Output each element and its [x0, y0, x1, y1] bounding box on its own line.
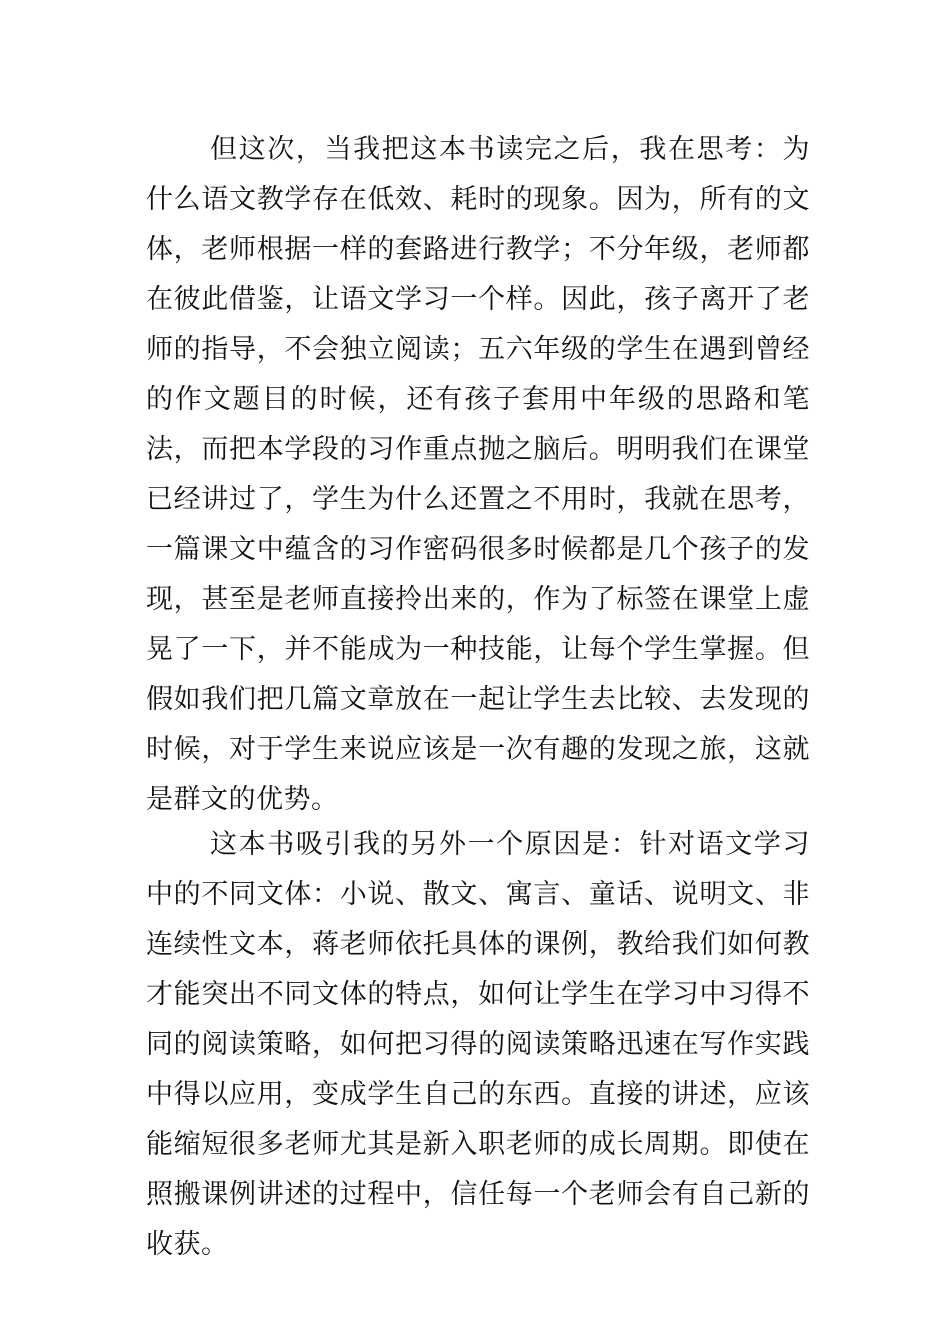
paragraph-1: 但这次，当我把这本书读完之后，我在思考：为什么语文教学存在低效、耗时的现象。因为，所有的文体，老师根据一样的套路进行教学；不分年级，老师都在彼此借鉴，让语文学习一个样。因此，孩子离开了老师的指导，不会独立阅读；五六年级的学生在遇到曾经的作文题目的时候，还有孩子套用中年级的思路和笔法，而把本学段的习作重点抛之脑后。明明我们在课堂已经讲过了，学生为什么还置之不用时，我就在思考，一篇课文中蕴含的习作密码很多时候都是几个孩子的发现，甚至是老师直接拎出来的，作为了标签在课堂上虚晃了一下，并不能成为一种技能，让每个学生掌握。但假如我们把几篇文章放在一起让学生去比较、去发现的时候，对于学生来说应该是一次有趣的发现之旅，这就是群文的优势。: [146, 134, 810, 815]
paragraph-2: 这本书吸引我的另外一个原因是：针对语文学习中的不同文体：小说、散文、寓言、童话、说明文、非连续性文本，蒋老师依托具体的课例，教给我们如何教才能突出不同文体的特点，如何让学生在学习中习得不同的阅读策略，如何把习得的阅读策略迅速在写作实践中得以应用，变成学生自己的东西。直接的讲述，应该能缩短很多老师尤其是新入职老师的成长周期。即使在照搬课例讲述的过程中，信任每一个老师会有自己新的收获。: [146, 829, 810, 1260]
